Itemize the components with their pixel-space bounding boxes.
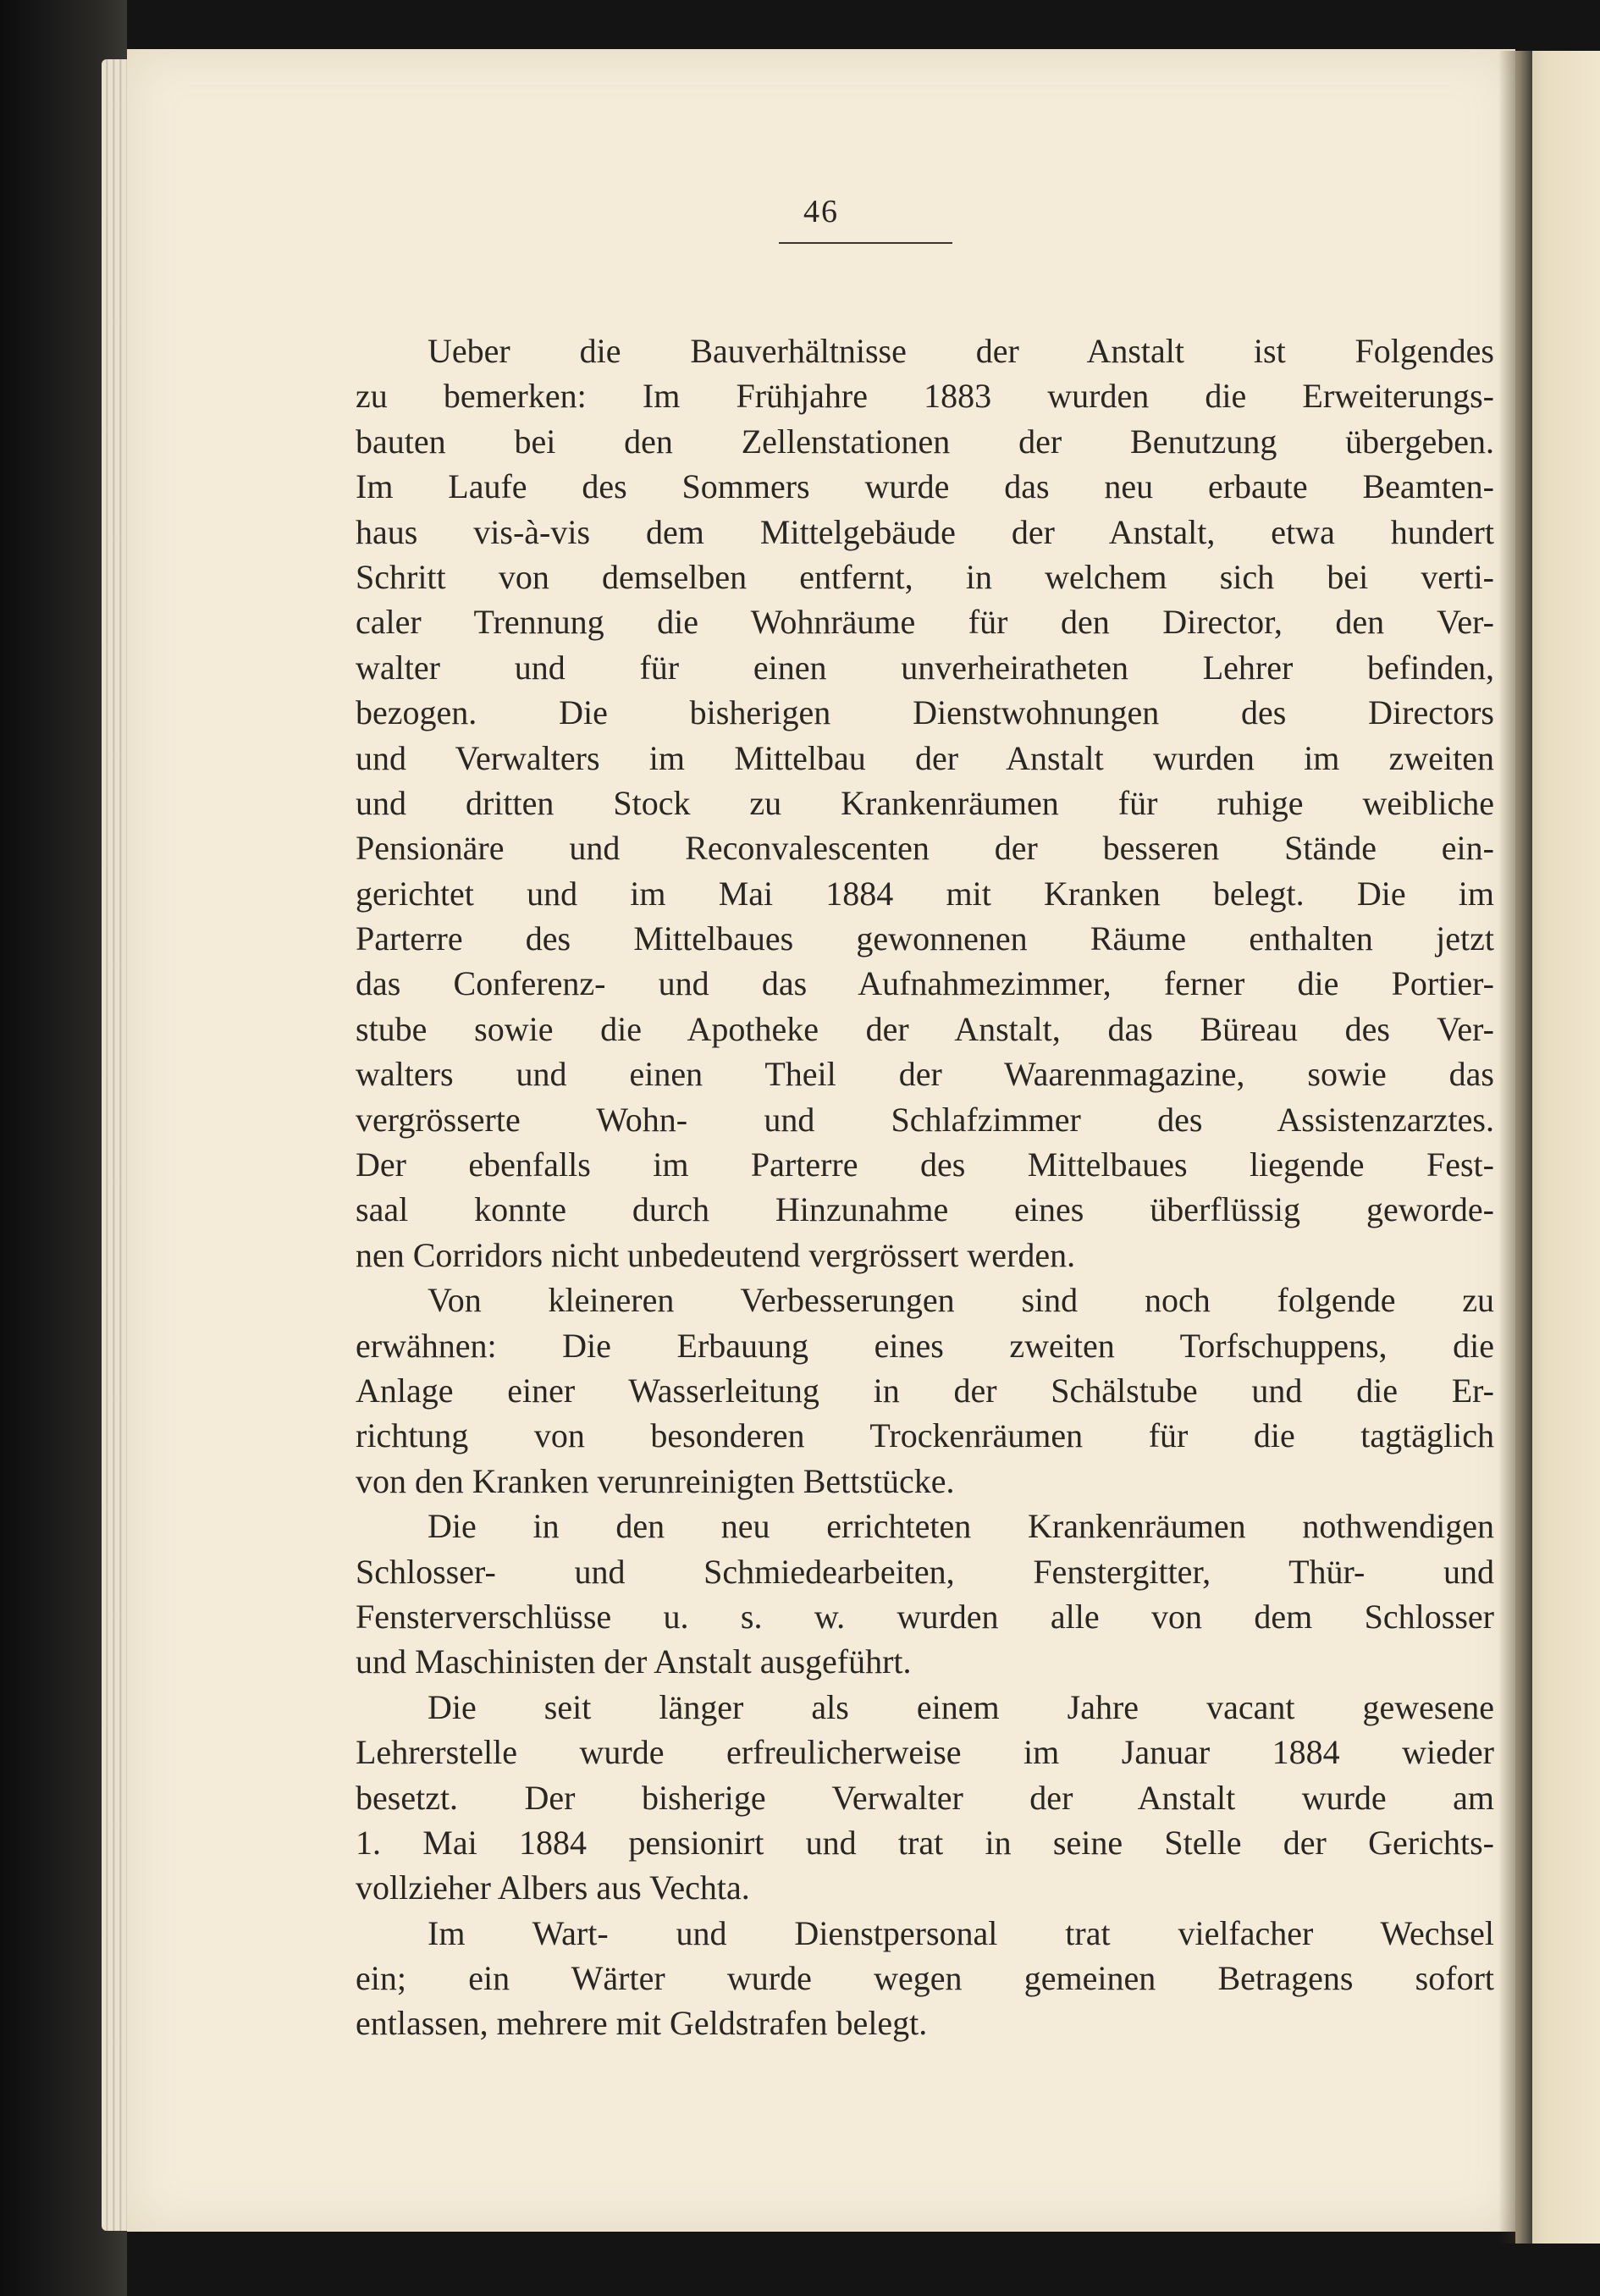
text-line: Im Wart- und Dienstpersonal trat vielfacher Wechsel: [428, 1913, 1494, 1952]
text-line: erwähnen: Die Erbauung eines zweiten Torfschuppens, die: [356, 1326, 1494, 1365]
text-line: walter und für einen unverheiratheten Lehrer befinden,: [356, 648, 1494, 687]
text-line: Die seit länger als einem Jahre vacant gewesene: [428, 1687, 1494, 1726]
book-page: [127, 49, 1515, 2232]
gutter-shadow: [1498, 51, 1532, 2244]
text-line: bezogen. Die bisherigen Dienstwohnungen des Directors: [356, 693, 1494, 732]
text-line: Im Laufe des Sommers wurde das neu erbaute Beamten-: [356, 467, 1494, 506]
text-line: Anlage einer Wasserleitung in der Schälstube und die Er-: [356, 1371, 1494, 1410]
paragraph-improvements: [356, 1278, 1494, 1504]
text-line: Schlosser- und Schmiedearbeiten, Fenstergitter, Thür- und: [356, 1552, 1494, 1591]
text-line: 1. Mai 1884 pensionirt und trat in seine Stelle der Gerichts-: [356, 1823, 1494, 1862]
text-line: und dritten Stock zu Krankenräumen für ruhige weibliche: [356, 783, 1494, 822]
text-line: Parterre des Mittelbaues gewonnenen Räume enthalten jetzt: [356, 919, 1494, 958]
text-line: Der ebenfalls im Parterre des Mittelbaues liegende Fest-: [356, 1145, 1494, 1184]
paragraph-metalwork: [356, 1504, 1494, 1685]
text-line: Von kleineren Verbesserungen sind noch folgende zu: [428, 1281, 1494, 1320]
text-line: Lehrerstelle wurde erfreulicherweise im Januar 1884 wieder: [356, 1733, 1494, 1772]
text-line: nen Corridors nicht unbedeutend vergrössert werden.: [356, 1235, 1076, 1274]
text-line: entlassen, mehrere mit Geldstrafen belegt.: [356, 2004, 928, 2043]
body-text: [356, 328, 1494, 2046]
text-line: zu bemerken: Im Frühjahre 1883 wurden die Erweiterungs-: [356, 377, 1494, 416]
text-line: von den Kranken verunreinigten Bettstücke.: [356, 1461, 955, 1500]
text-line: besetzt. Der bisherige Verwalter der Anstalt wurde am: [356, 1778, 1494, 1817]
text-line: bauten bei den Zellenstationen der Benutzung übergeben.: [356, 422, 1494, 461]
text-line: vergrösserte Wohn- und Schlafzimmer des Assistenzarztes.: [356, 1100, 1494, 1139]
text-line: ein; ein Wärter wurde wegen gemeinen Betragens sofort: [356, 1959, 1494, 1998]
text-line: Pensionäre und Reconvalescenten der besseren Stände ein-: [356, 829, 1494, 868]
page-number: 46: [803, 194, 839, 229]
paragraph-building: [356, 328, 1494, 1278]
text-line: vollzieher Albers aus Vechta.: [356, 1868, 750, 1907]
text-line: Fensterverschlüsse u. s. w. wurden alle von dem Schlosser: [356, 1597, 1494, 1636]
text-line: gerichtet und im Mai 1884 mit Kranken belegt. Die im: [356, 874, 1494, 913]
text-line: saal konnte durch Hinzunahme eines überflüssig geworde-: [356, 1190, 1494, 1229]
text-line: caler Trennung die Wohnräume für den Director, den Ver-: [356, 603, 1494, 642]
paragraph-staff-positions: [356, 1685, 1494, 1911]
text-line: und Verwalters im Mittelbau der Anstalt wurden im zweiten: [356, 738, 1494, 777]
page-number-rule: [779, 242, 952, 244]
text-line: das Conferenz- und das Aufnahmezimmer, ferner die Portier-: [356, 964, 1494, 1003]
text-line: Ueber die Bauverhältnisse der Anstalt ist Folgendes: [428, 332, 1494, 370]
text-line: Schritt von demselben entfernt, in welchem sich bei verti-: [356, 557, 1494, 596]
text-line: walters und einen Theil der Waarenmagazine, sowie das: [356, 1055, 1494, 1094]
text-line: stube sowie die Apotheke der Anstalt, das Büreau des Ver-: [356, 1009, 1494, 1048]
text-line: richtung von besonderen Trockenräumen für die tagtäglich: [356, 1416, 1494, 1455]
paragraph-personnel: [356, 1911, 1494, 2046]
text-line: Die in den neu errichteten Krankenräumen nothwendigen: [428, 1507, 1494, 1546]
text-line: haus vis-à-vis dem Mittelgebäude der Anstalt, etwa hundert: [356, 512, 1494, 551]
text-line: und Maschinisten der Anstalt ausgeführt.: [356, 1642, 912, 1681]
